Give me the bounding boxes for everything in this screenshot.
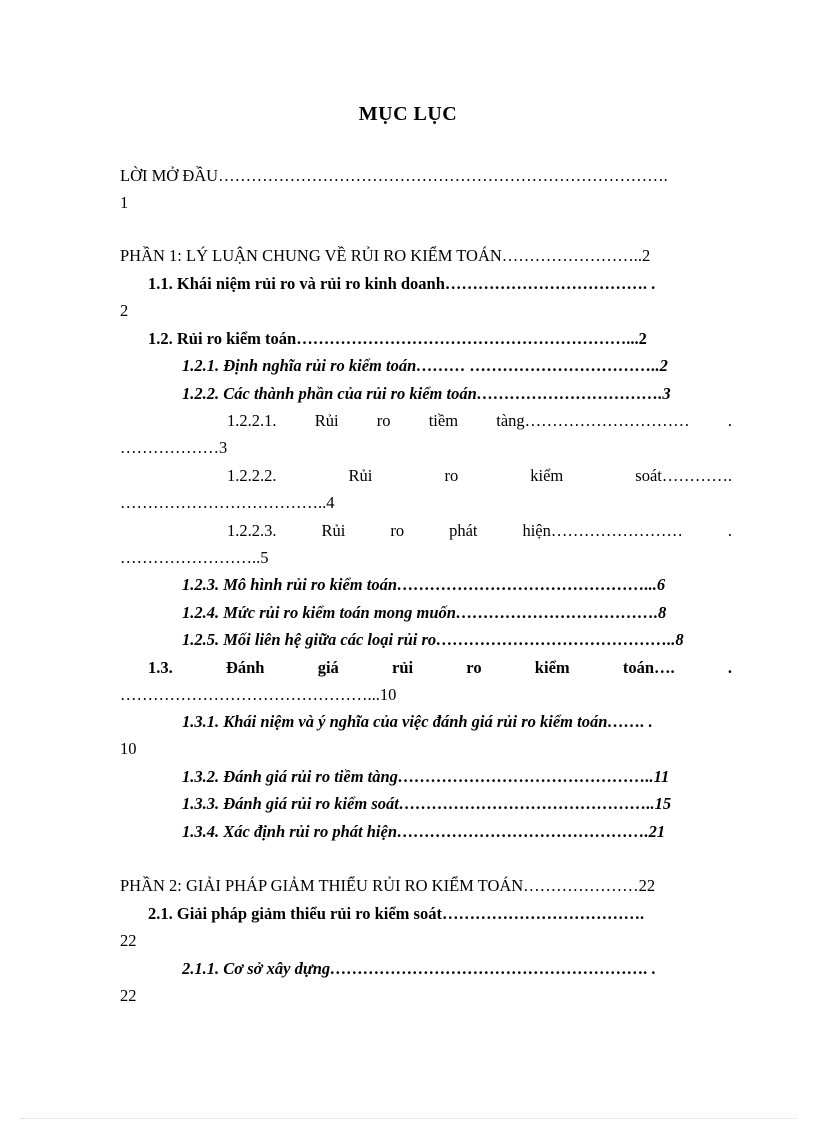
toc-page-number: 22: [120, 986, 137, 1005]
toc-page-number: 10: [120, 739, 137, 758]
toc-entry-1-3-4: 1.3.4. Xác định rủi ro phát hiện……………………………………….21: [182, 822, 666, 841]
toc-entry-1-2: 1.2. Rủi ro kiểm toán……………………………………………………...2: [148, 329, 647, 348]
toc-continuation: ………………3: [120, 438, 228, 457]
toc-continuation: ……………………..5: [120, 548, 269, 567]
toc-page-number: 2: [120, 301, 129, 320]
page-title: MỤC LỤC: [358, 103, 458, 125]
toc-entry-1-2-1: 1.2.1. Định nghĩa rủi ro kiểm toán……… ……………………………..2: [182, 356, 668, 375]
toc-entry-1-3-2: 1.3.2. Đánh giá rủi ro tiềm tàng………………………………………..11: [182, 767, 670, 786]
toc-entry-1-2-5: 1.2.5. Mối liên hệ giữa các loại rủi ro……………………………………..8: [182, 630, 684, 649]
toc-page-number: 1: [120, 193, 129, 212]
toc-entry-1-3-1: 1.3.1. Khái niệm và ý nghĩa của việc đánh giá rủi ro kiểm toán……. .: [182, 712, 653, 731]
toc-entry-1-3-3: 1.3.3. Đánh giá rủi ro kiểm soát………………………………………..15: [182, 794, 672, 813]
toc-entry-1-2-4: 1.2.4. Mức rủi ro kiểm toán mong muốn……………………………….8: [182, 603, 667, 622]
toc-page-number: 22: [120, 931, 137, 950]
page-bottom-divider: [20, 1118, 796, 1119]
toc-entry-phan-1: PHẦN 1: LÝ LUẬN CHUNG VỀ RỦI RO KIỂM TOÁN……………………..2: [120, 246, 651, 265]
toc-entry-1-3: 1.3. Đánh giá rủi ro kiểm toán…. .: [148, 658, 732, 677]
toc-entry-1-1: 1.1. Khái niệm rủi ro và rủi ro kinh doanh………………………………. .: [148, 274, 656, 293]
toc-entry-loi-mo-dau: LỜI MỞ ĐẦU……………………………………………………………………….: [120, 166, 668, 185]
toc-entry-1-2-3: 1.2.3. Mô hình rủi ro kiểm toán………………………………………...6: [182, 575, 666, 594]
toc-entry-2-1-1: 2.1.1. Cơ sở xây dựng…………………………………………………. .: [182, 959, 657, 978]
toc-continuation: ………………………………………...10: [120, 685, 397, 704]
toc-entry-2-1: 2.1. Giải pháp giảm thiểu rủi ro kiểm soát……………………………….: [148, 904, 645, 923]
toc-entry-1-2-2-2: 1.2.2.2. Rủi ro kiểm soát………….: [227, 466, 732, 485]
toc-entry-1-2-2-3: 1.2.2.3. Rủi ro phát hiện…………………… .: [227, 521, 732, 540]
toc-continuation: ………………………………..4: [120, 493, 335, 512]
toc-entry-phan-2: PHẦN 2: GIẢI PHÁP GIẢM THIỂU RỦI RO KIỂM TOÁN…………………22: [120, 876, 656, 895]
toc-entry-1-2-2: 1.2.2. Các thành phần của rủi ro kiểm toán…………………………….3: [182, 384, 671, 403]
toc-entry-1-2-2-1: 1.2.2.1. Rủi ro tiềm tàng………………………… .: [227, 411, 732, 430]
